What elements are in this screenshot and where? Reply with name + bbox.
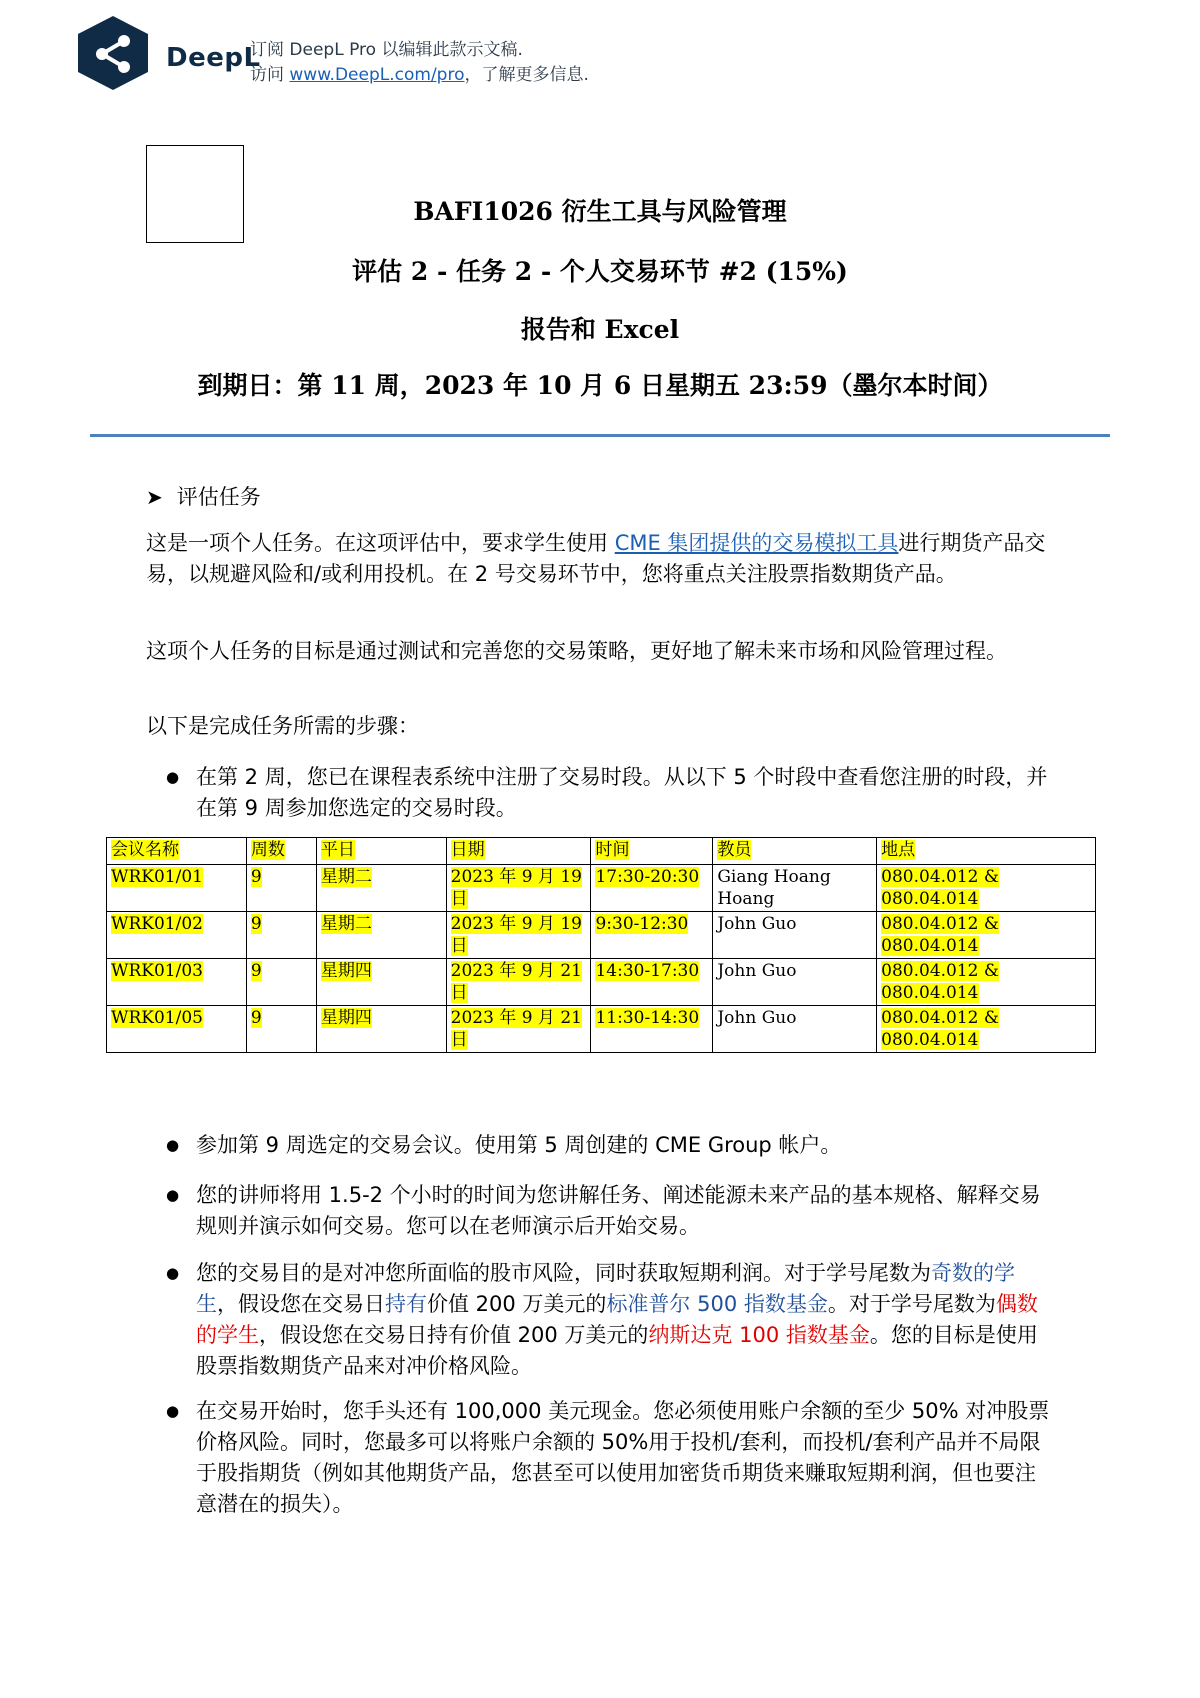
promo-prefix: 访问 [250,65,290,85]
table-cell [877,865,1096,912]
table-cell [446,959,591,1006]
b4-text-d: 。对于学号尾数为 [827,1292,996,1316]
table-cell [713,1006,877,1053]
table-cell [591,865,713,912]
header-cell [316,838,446,865]
table-row [107,865,1096,912]
promo-suffix: ，了解更多信息. [464,65,589,85]
table-cell [316,865,446,912]
table-cell [107,1006,247,1053]
header-text: 地点 [881,840,916,860]
header-text: 教员 [717,840,752,860]
step-bullet-5: ● 在交易开始时，您手头还有 100,000 美元现金。您必须使用账户余额的至少 50% 对冲股票价格风险。同时，您最多可以将账户余额的 50%用于投机/套利，而投机/套利产品并不局限于股指期货（例如其他期货产品，您甚至可以使用加密货币期货来赚取短期利润，但也要注意潜在的损失）。 [196,1396,1056,1520]
b4-text-a: 您的交易目的是对冲您所面临的股市风险，同时获取短期利润。对于学号尾数为 [196,1261,931,1285]
table-cell [107,865,247,912]
header-text: 会议名称 [111,840,179,860]
hold-text: 持有 [385,1292,427,1316]
b4-text-c: 价值 200 万美元的 [427,1292,607,1316]
session-table [106,837,1096,1053]
step-bullet-2: ● 参加第 9 周选定的交易会议。使用第 5 周创建的 CME Group 帐户。 [196,1130,1056,1161]
table-cell [316,1006,446,1053]
table-cell [246,912,316,959]
table-cell [246,959,316,1006]
cell-text: 080.04.012 & 080.04.014 [881,867,1000,909]
b4-text-b: ，假设您在交易日 [217,1292,385,1316]
cell-text: 080.04.012 & 080.04.014 [881,961,1000,1003]
course-title: BAFI1026 衍生工具与风险管理 [413,197,787,226]
cell-text: 17:30-20:30 [595,867,700,887]
cell-text: 星期四 [320,1008,372,1028]
deepl-wordmark: DeepL [166,43,261,73]
table-cell [107,959,247,1006]
table-cell [446,912,591,959]
cell-text: 9 [250,867,262,887]
cell-text: 9:30-12:30 [595,914,689,934]
promo-text [250,38,589,88]
table-cell [446,1006,591,1053]
cell-text: 2023 年 9 月 21 日 [450,961,582,1003]
table-row [107,912,1096,959]
deepl-pro-link[interactable]: www.DeepL.com/pro [289,65,465,85]
table-cell [713,912,877,959]
table-cell [877,959,1096,1006]
header-cell [246,838,316,865]
cell-text: 9 [250,961,262,981]
deliverable-title: 报告和 Excel [520,315,680,344]
cell-text: 9 [250,1008,262,1028]
cell-text: 星期二 [320,914,372,934]
table-header-row [107,838,1096,865]
table-row [107,1006,1096,1053]
odd-students-text: 奇数的学生 [196,1261,1015,1316]
step-bullet-1: ● 在第 2 周，您已在课程表系统中注册了交易时段。从以下 5 个时段中查看您注册的时段，并在第 9 周参加您选定的交易时段。 [196,762,1056,824]
header-text: 平日 [320,840,355,860]
cell-text: 2023 年 9 月 19 日 [450,867,582,909]
step-bullet-3: ● 您的讲师将用 1.5-2 个小时的时间为您讲解任务、阐述能源未来产品的基本规格、解释交易规则并演示如何交易。您可以在老师演示后开始交易。 [196,1180,1056,1242]
cell-text: 11:30-14:30 [595,1008,700,1028]
cell-text: WRK01/03 [111,961,203,981]
cell-text: 2023 年 9 月 19 日 [450,914,582,956]
table-cell [446,865,591,912]
even-students-text: 偶数的学生 [196,1292,1038,1347]
header-divider [90,434,1110,437]
promo-line-2 [250,63,589,88]
b4-text-e: ，假设您在交易日持有价值 200 万美元的 [259,1323,649,1347]
header-text: 周数 [250,840,285,860]
intro-paragraph-2: 这项个人任务的目标是通过测试和完善您的交易策略，更好地了解未来市场和风险管理过程。 [146,639,1007,663]
table-cell [591,912,713,959]
cell-text: John Guo [717,961,797,981]
cell-text: WRK01/05 [111,1008,203,1028]
table-cell [591,1006,713,1053]
b4-text-f: 。您的目标是使用股票指数期货产品来对冲价格风险。 [196,1323,1038,1378]
table-cell [246,1006,316,1053]
header-cell [446,838,591,865]
cell-text: 080.04.012 & 080.04.014 [881,914,1000,956]
cell-text: 星期四 [320,961,372,981]
header-text: 日期 [450,840,485,860]
intro-p1-text-b: 进行期货产品交易，以规避风险和/或利用投机。在 2 号交易环节中，您将重点关注股票指数期货产品。 [146,531,1046,586]
due-date: 到期日：第 11 周，2023 年 10 月 6 日星期五 23:59（墨尔本时间） [197,371,1003,400]
cell-text: 14:30-17:30 [595,961,700,981]
header-text: 时间 [595,840,630,860]
assessment-title: 评估 2 - 任务 2 - 个人交易环节 #2 (15%) [352,257,848,286]
header-cell [107,838,247,865]
table-cell [246,865,316,912]
cme-simulator-link[interactable]: CME 集团提供的交易模拟工具 [614,531,899,555]
cell-text: 2023 年 9 月 21 日 [450,1008,582,1050]
cell-text: 9 [250,914,262,934]
header-cell [591,838,713,865]
intro-p1-text-a: 这是一项个人任务。在这项评估中，要求学生使用 [146,531,615,555]
cell-text: WRK01/01 [111,867,203,887]
cell-text: 星期二 [320,867,372,887]
step-bullet-4 [196,1258,1056,1382]
cell-text: John Guo [717,914,797,934]
table-row [107,959,1096,1006]
cell-text: Giang Hoang Hoang [717,867,831,909]
promo-line-1: 订阅 DeepL Pro 以编辑此款示文稿. [250,40,523,60]
table-cell [316,959,446,1006]
table-cell [877,912,1096,959]
intro-paragraph-3: 以下是完成任务所需的步骤： [146,714,419,738]
table-cell [713,959,877,1006]
nasdaq100-fund-text: 纳斯达克 100 指数基金 [648,1323,870,1347]
header-cell [877,838,1096,865]
header-cell [713,838,877,865]
section-heading [146,482,261,513]
cell-text: 080.04.012 & 080.04.014 [881,1008,1000,1050]
intro-paragraph-1 [146,528,1056,590]
table-cell [591,959,713,1006]
cell-text: WRK01/02 [111,914,203,934]
deepl-logo-icon [72,14,154,90]
table-cell [107,912,247,959]
table-cell [713,865,877,912]
deepl-banner [0,0,1200,90]
section-title: 评估任务 [176,485,261,509]
sp500-fund-text: 标准普尔 500 指数基金 [606,1292,828,1316]
table-cell [316,912,446,959]
cell-text: John Guo [717,1008,797,1028]
arrow-bullet-icon: ➤ [146,485,163,509]
table-cell [877,1006,1096,1053]
